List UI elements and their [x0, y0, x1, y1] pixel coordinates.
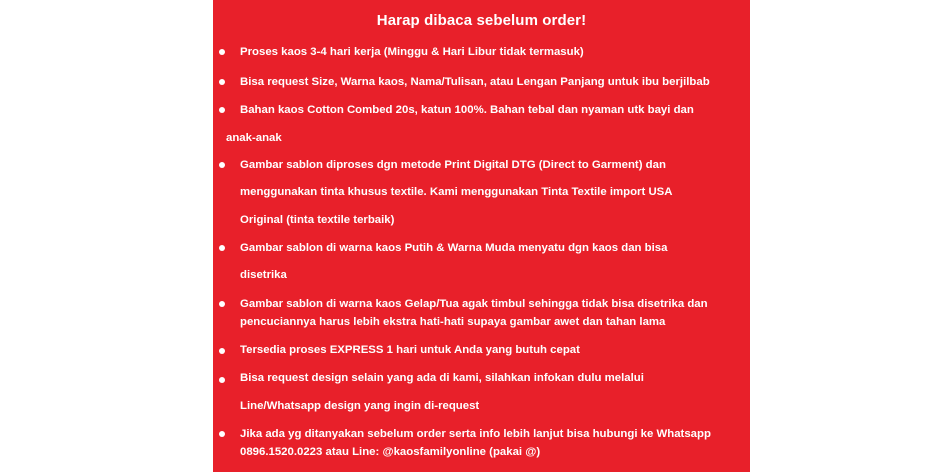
notice-line: Bisa request Size, Warna kaos, Nama/Tulisan, atau Lengan Panjang untuk ibu berjilbab: [240, 76, 710, 88]
bullet-icon: [219, 107, 225, 113]
notice-title: Harap dibaca sebelum order!: [376, 12, 587, 29]
notice-panel: [213, 0, 750, 472]
bullet-icon: [219, 377, 225, 383]
notice-line: Bisa request design selain yang ada di kami, silahkan infokan dulu melalui: [240, 372, 644, 384]
notice-line: Line/Whatsapp design yang ingin di-request: [240, 400, 480, 412]
notice-line: anak-anak: [226, 132, 282, 144]
notice-line: Original (tinta textile terbaik): [240, 214, 395, 226]
notice-line: Tersedia proses EXPRESS 1 hari untuk Anda yang butuh cepat: [240, 344, 580, 356]
notice-line: Gambar sablon diproses dgn metode Print Digital DTG (Direct to Garment) dan: [240, 159, 666, 171]
notice-line: menggunakan tinta khusus textile. Kami menggunakan Tinta Textile import USA: [240, 186, 673, 198]
bullet-icon: [219, 431, 225, 437]
bullet-icon: [219, 301, 225, 307]
notice-line: pencuciannya harus lebih ekstra hati-hati supaya gambar awet dan tahan lama: [240, 316, 666, 328]
notice-line: Bahan kaos Cotton Combed 20s, katun 100%. Bahan tebal dan nyaman utk bayi dan: [240, 104, 694, 116]
notice-line: Proses kaos 3-4 hari kerja (Minggu & Hari Libur tidak termasuk): [240, 46, 584, 58]
bullet-icon: [219, 245, 225, 251]
bullet-icon: [219, 162, 225, 168]
notice-line: Gambar sablon di warna kaos Gelap/Tua agak timbul sehingga tidak bisa disetrika dan: [240, 298, 708, 310]
notice-line: Gambar sablon di warna kaos Putih & Warna Muda menyatu dgn kaos dan bisa: [240, 242, 668, 254]
bullet-icon: [219, 49, 225, 55]
notice-line: disetrika: [240, 269, 287, 281]
notice-line: Jika ada yg ditanyakan sebelum order serta info lebih lanjut bisa hubungi ke Whatsapp: [240, 428, 711, 440]
bullet-icon: [219, 79, 225, 85]
notice-line: 0896.1520.0223 atau Line: @kaosfamilyonline (pakai @): [240, 446, 541, 458]
bullet-icon: [219, 348, 225, 354]
